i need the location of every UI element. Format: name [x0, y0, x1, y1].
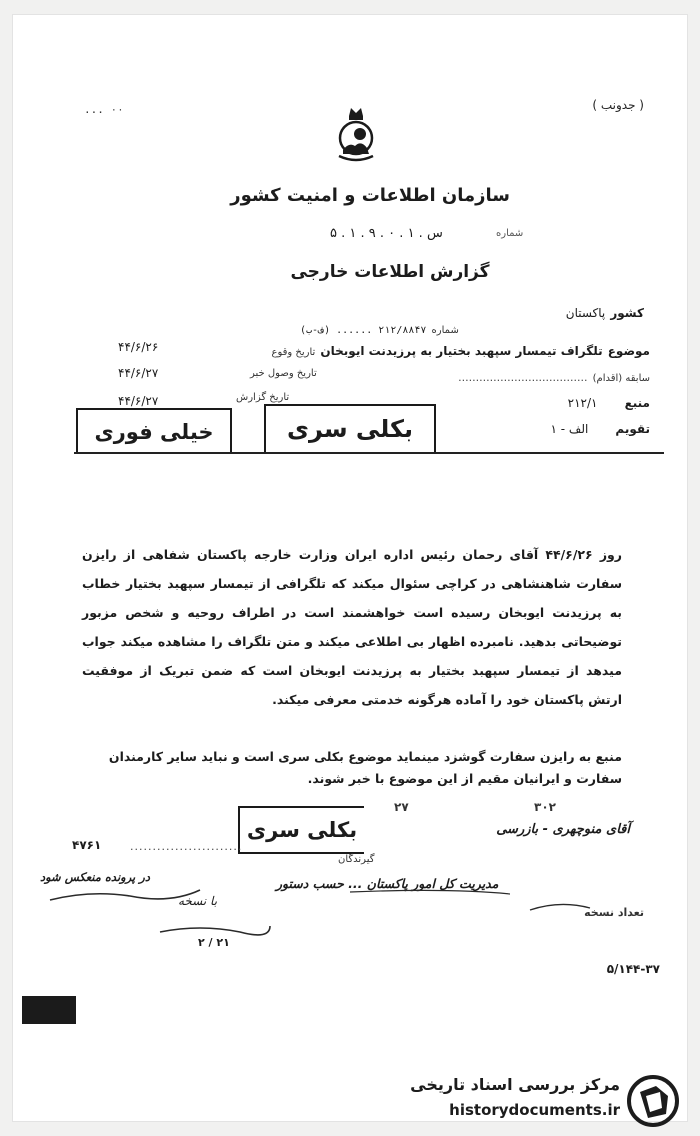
subject-value: تلگراف تیمسار سپهبد بختیار به پرزیدنت ایوبخان [320, 344, 603, 358]
footer-mark-302: ۳۰۲ [534, 800, 556, 814]
top-left-tag: ۰۰ ... [84, 103, 124, 116]
number-label: شماره [431, 325, 459, 336]
ink-blot [22, 996, 76, 1024]
number-value: ۲۱۲/۸۸۴۷ ...... (ف-ب) [300, 325, 427, 336]
handwritten-note-2: مدیریت کل امور پاکستان ... حسب دستور [276, 876, 499, 891]
watermark-url[interactable]: historydocuments.ir [449, 1101, 620, 1119]
precedent-label: سابقه (اقدام) [592, 373, 650, 384]
subject-field [271, 340, 650, 359]
subject-label: موضوع [607, 344, 650, 358]
handwritten-note-1: آقای منوچهری - بازرسی [496, 822, 630, 837]
lion-sun-emblem-icon [333, 104, 379, 170]
top-secret-stamp [264, 404, 436, 452]
very-urgent-stamp [76, 408, 232, 454]
rating-value: الف - ۱ [550, 422, 589, 436]
report-title: گزارش اطلاعات خارجی [290, 262, 490, 282]
top-secret-stamp-text: بکلی سری [287, 415, 413, 443]
code-dots: ......................... [130, 840, 243, 853]
very-urgent-stamp-text: خیلی فوری [94, 420, 214, 444]
serial-number: س . ۱ . ۰ . ۹ . ۱ . ۵ [330, 226, 443, 241]
occurrence-date: ۴۴/۶/۲۶ [118, 340, 159, 354]
top-right-tag: ( جدونب ) [592, 98, 644, 112]
footer-top-secret-stamp-text: بکلی سری [246, 818, 358, 842]
report-body-paragraph: روز ۴۴/۶/۲۶ آقای رحمان رئیس اداره ایران وزارت خارجه پاکستان شفاهی از رایزن سفارت شاهنشاهی در کراچی سئوال میکند که تلگرافی از تیمسار سپهبد بختیار خطاب به پرزیدنت ایوبخان رسیده است خواهشمند است در اطراف روحیه و شخص مزبور توضیحاتی بدهید. نامبرده اظهار بی اطلاعی میکند و متن تلگراف را مشاهده میکند جواب میدهد از تیمسار سپهبد بختیار به پرزیدنت ایوبخان است که ضمن تبریک از موفقیت ارتش پاکستان خود را آماده هرگونه خدمتی معرفی میکند. [82, 547, 622, 707]
report-note-paragraph: منبع به رایزن سفارت گوشزد مینماید موضوع بکلی سری است و نباید سایر کارمندان سفارت و ایرانیان مقیم از این موضوع با خبر شوند. [108, 749, 622, 786]
receipt-label: تاریخ وصول خبر [250, 368, 317, 379]
country-field [566, 302, 644, 321]
report-date: ۴۴/۶/۲۷ [118, 394, 159, 408]
serial-label: شماره [496, 228, 524, 239]
source-field [568, 392, 650, 411]
report-date-label: تاریخ گزارش [236, 392, 290, 403]
rating-field [550, 418, 650, 437]
section-divider [74, 452, 664, 454]
occurrence-label: تاریخ وقوع [271, 347, 316, 358]
source-value: ۲۱۲/۱ [567, 396, 598, 410]
country-label: کشور [610, 306, 644, 320]
page-mark: ۲۱ / ۲ [198, 936, 230, 949]
footer-top-secret-stamp [238, 806, 364, 854]
handwritten-note-4: با نسخه [178, 894, 218, 908]
archive-logo-icon [626, 1074, 680, 1132]
handwritten-note-3: در پرونده منعکس شود [40, 870, 150, 884]
organization-title: سازمان اطلاعات و امنیت کشور [230, 185, 510, 206]
rating-label: تقویم [615, 422, 650, 436]
handwriting-strokes [30, 860, 630, 950]
source-label: منبع [624, 396, 650, 410]
watermark-name: مرکز بررسی اسناد تاریخی [410, 1075, 620, 1094]
number-field [300, 318, 459, 337]
country-value: پاکستان [565, 306, 606, 320]
file-code: ۵/۱۴۴-۳۷ [606, 962, 660, 976]
precedent-field: سابقه (اقدام) ..................................... [458, 371, 650, 384]
copies-label: تعداد نسخه [584, 906, 644, 919]
code-number: ۴۷۶۱ [72, 838, 102, 852]
receipt-date: ۴۴/۶/۲۷ [118, 366, 159, 380]
recipients-label: گیرندگان [338, 854, 375, 865]
footer-mark-27: ۲۷ [394, 800, 409, 814]
